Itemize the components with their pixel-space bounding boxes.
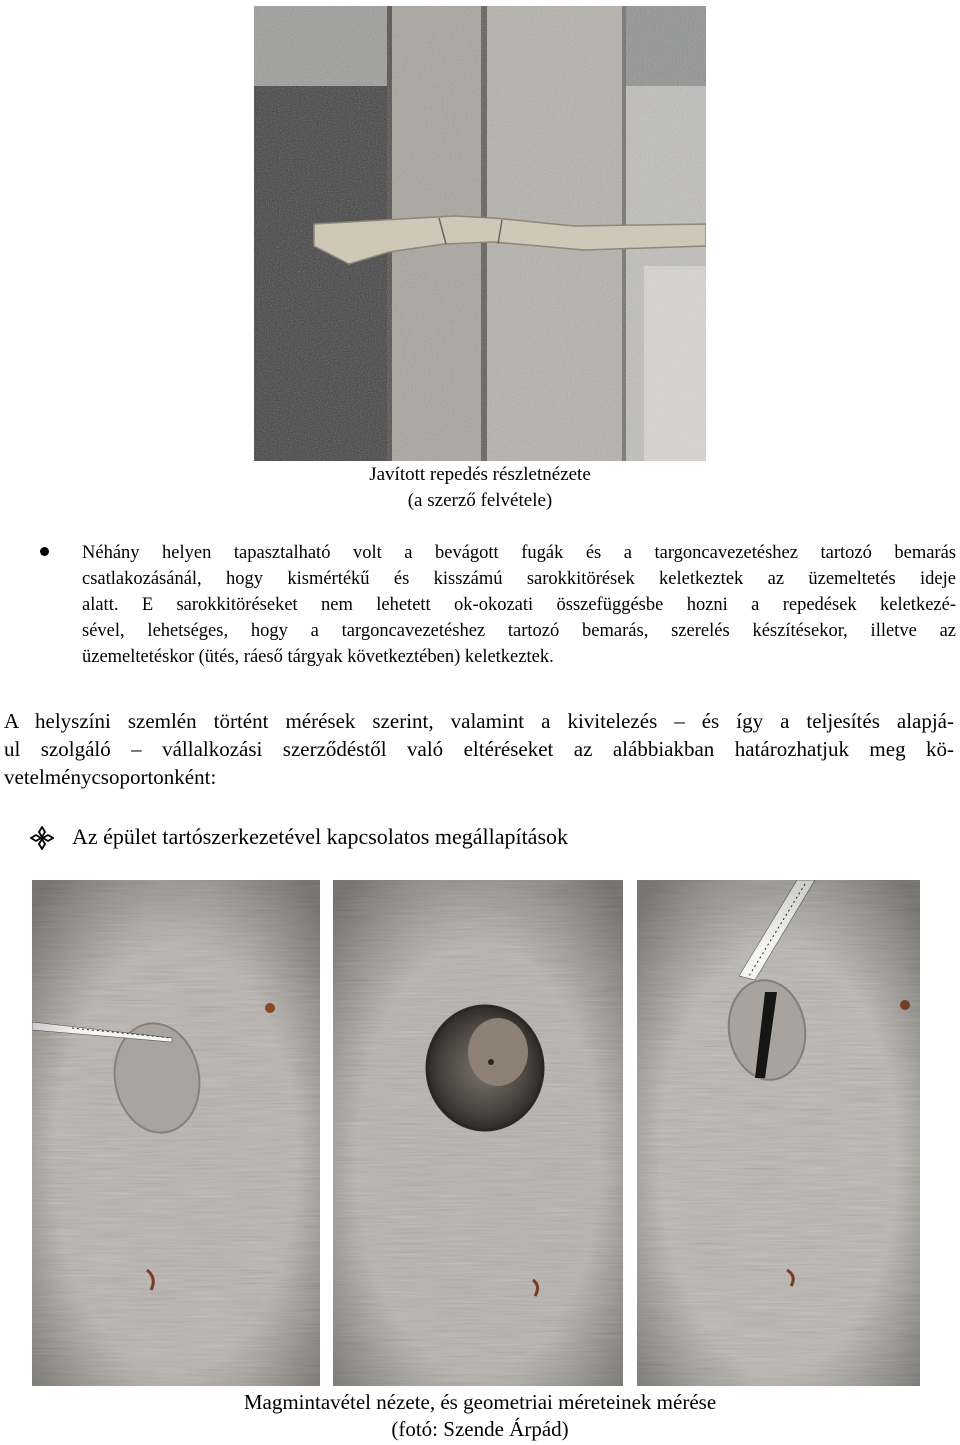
bullet-text-line: csatlakozásánál, hogy kismértékű és kisszámú sarokkitörések keletkeztek az üzemeltetés ideje (82, 569, 956, 589)
repaired-crack-photo (254, 6, 706, 461)
paragraph-line: ul szolgáló – vállalkozási szerződéstől való eltéréseket az alábbiakban határozhatjuk meg kö- (4, 737, 954, 761)
bullet-text-line: sével, lehetséges, hogy a targoncavezetéshez tartozó bemarás, szerelés készítésekor, illetve az (82, 621, 956, 641)
top-figure-caption-credit: (a szerző felvétele) (407, 490, 553, 511)
diamond-bullet-icon (30, 826, 54, 850)
bottom-figure-caption-title: Magmintavétel nézete, és geometriai méreteinek mérése (243, 1390, 717, 1414)
bullet-text-line: alatt. E sarokkitöréseket nem lehetett ok-okozati összefüggésbe hozni a repedések keletkezé- (82, 595, 956, 615)
section-heading: Az épület tartószerkezetével kapcsolatos megállapítások (72, 824, 569, 849)
top-figure-caption-title: Javított repedés részletnézete (369, 464, 591, 485)
bullet-dot-icon (40, 547, 49, 556)
bullet-text-line: Néhány helyen tapasztalható volt a bevágott fugák és a targoncavezetéshez tartozó bemarás (82, 543, 956, 563)
paragraph-line: vetelménycsoportonként: (4, 765, 217, 789)
paragraph-line: A helyszíni szemlén történt mérések szerint, valamint a kivitelezés – és így a teljesítés alapjá- (4, 709, 954, 733)
core-sample-photo-middle (333, 880, 623, 1386)
bottom-figure-caption-credit: (fotó: Szende Árpád) (391, 1417, 569, 1441)
core-sample-photo-left (32, 880, 320, 1386)
core-sample-photo-right (637, 880, 920, 1386)
bullet-text-line: üzemeltetéskor (ütés, ráeső tárgyak következtében) keletkeztek. (82, 647, 554, 667)
